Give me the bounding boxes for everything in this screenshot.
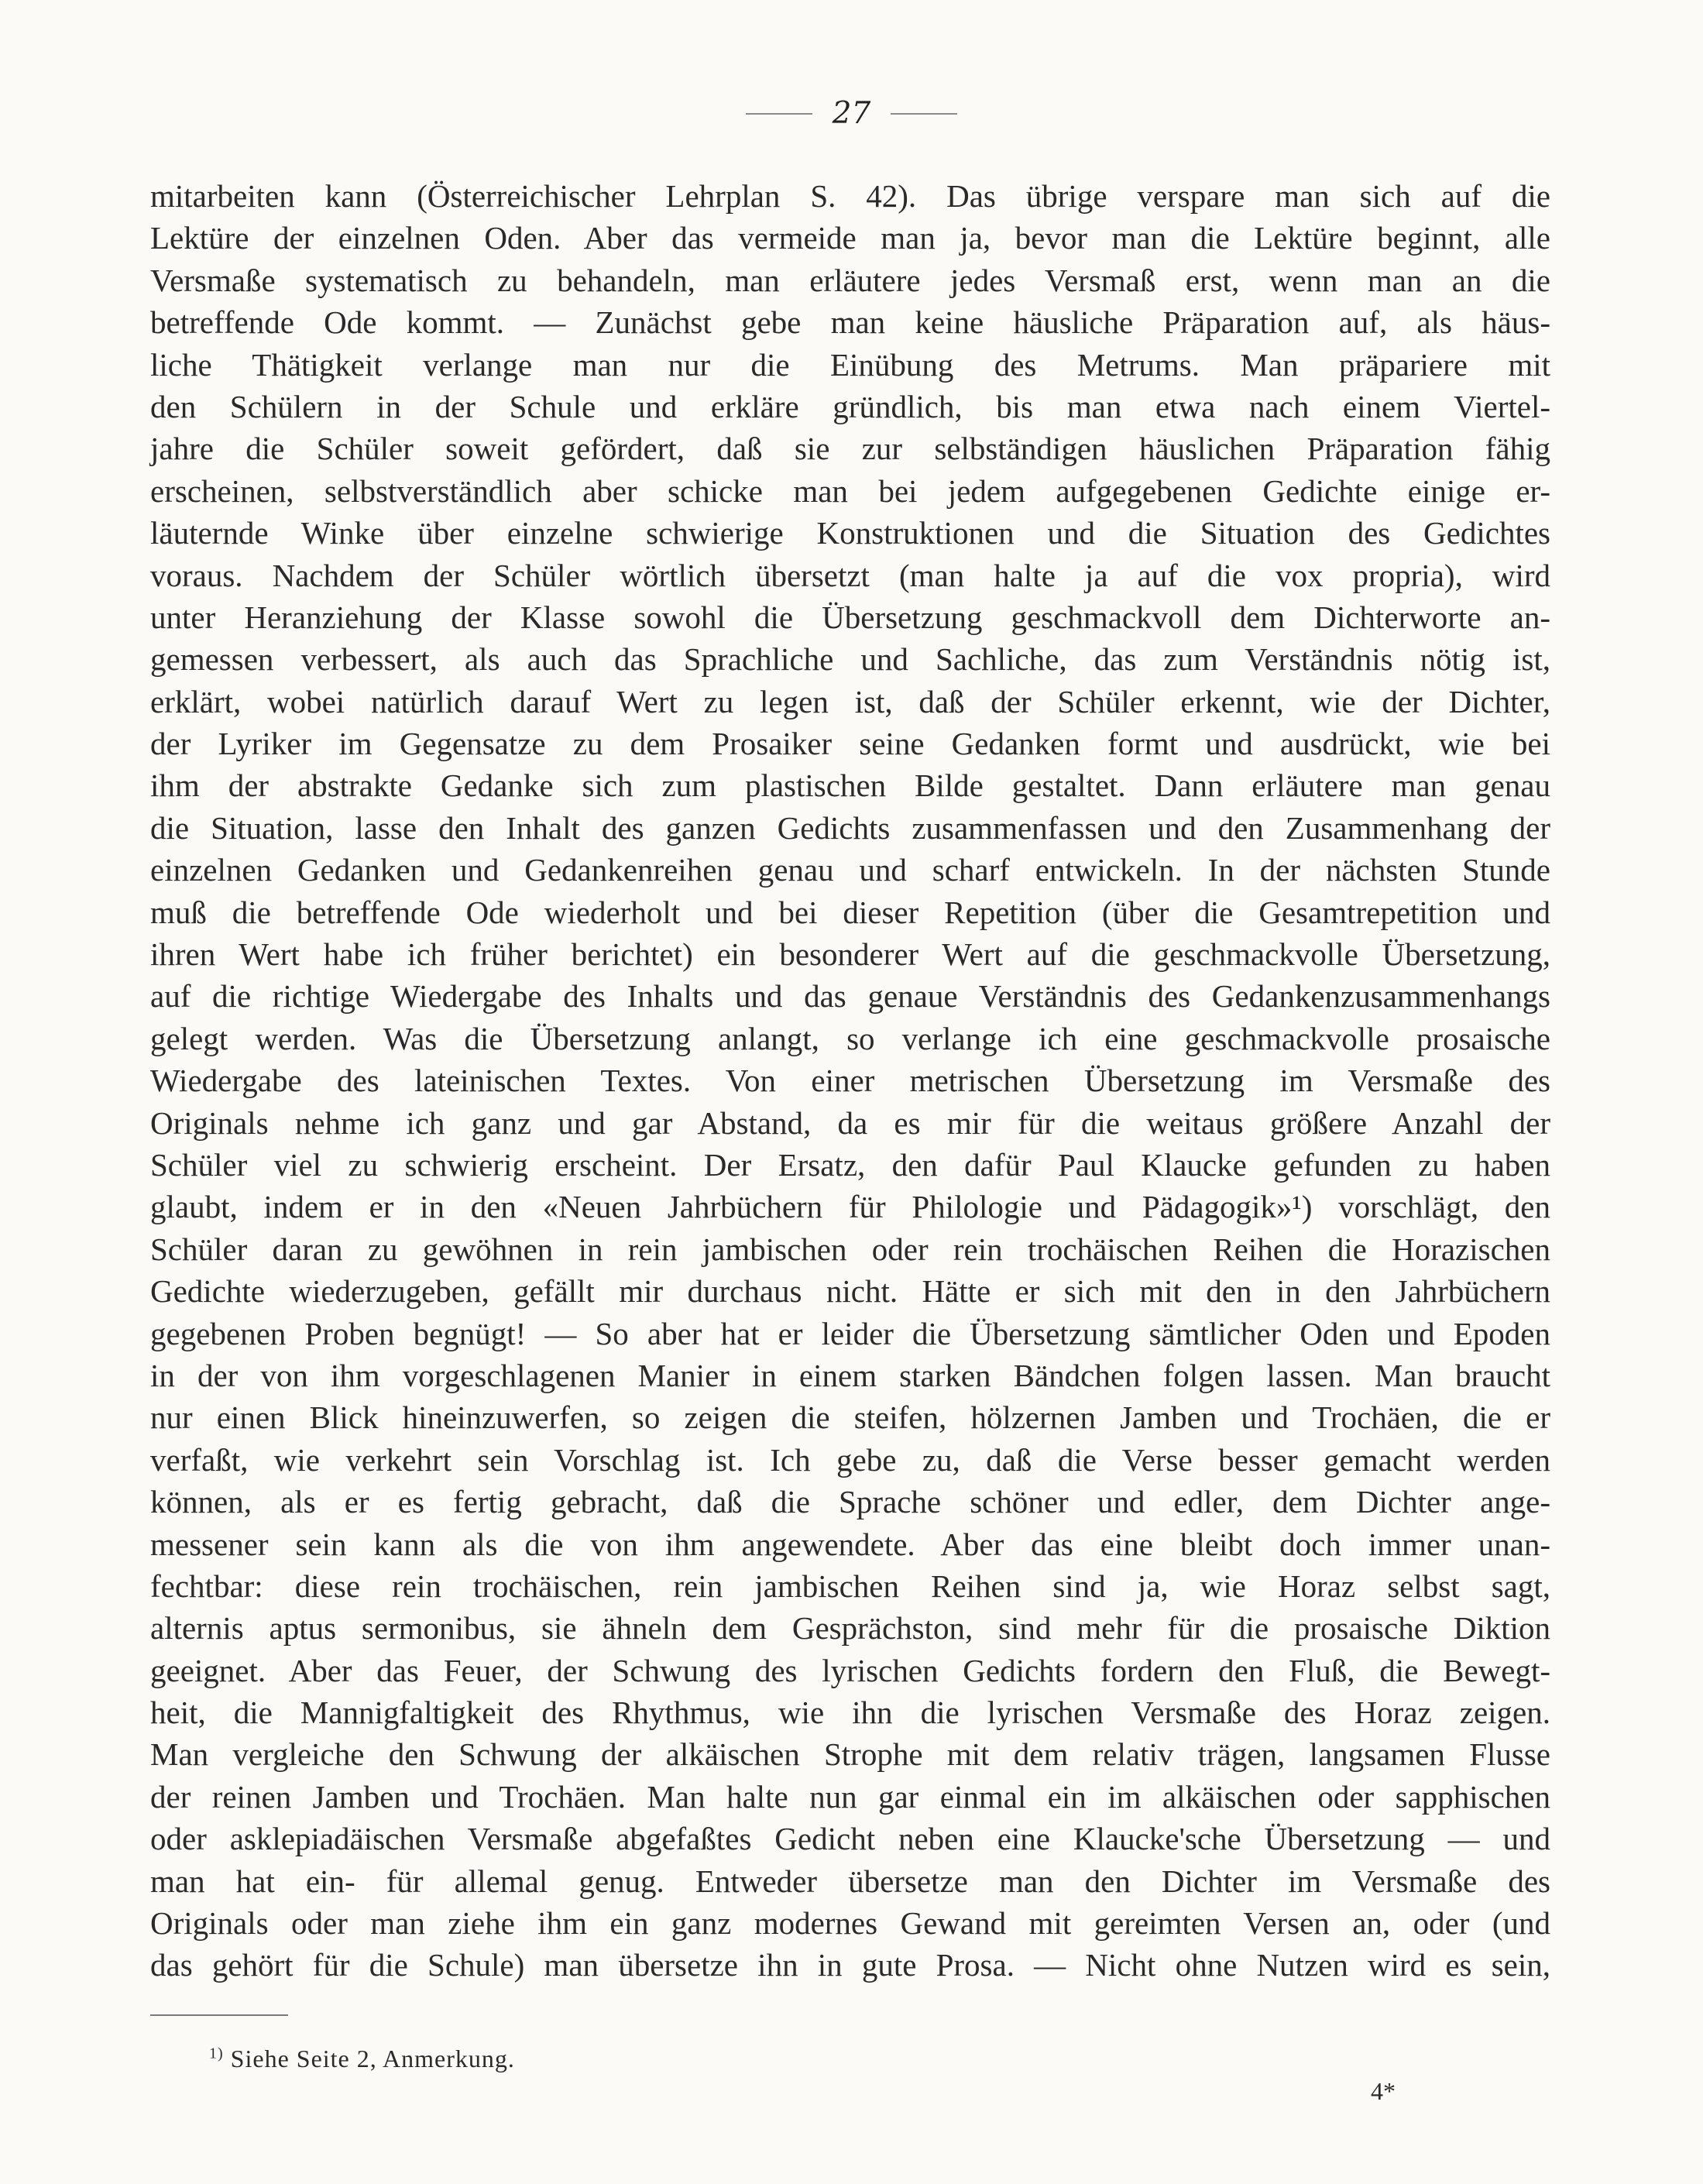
text-line: muß die betreffende Ode wiederholt und bei dieser Repetition (über die Gesamtrepetition und	[150, 894, 1550, 930]
text-line: Lektüre der einzelnen Oden. Aber das vermeide man ja, bevor man die Lektüre beginnt, alle	[150, 220, 1550, 256]
text-line: voraus. Nachdem der Schüler wörtlich übersetzt (man halte ja auf die vox propria), wird	[150, 557, 1550, 593]
text-line: fechtbar: diese rein trochäischen, rein jambischen Reihen sind ja, wie Horaz selbst sagt,	[150, 1568, 1550, 1604]
text-line: gemessen verbessert, als auch das Sprachliche und Sachliche, das zum Verständnis nötig ist,	[150, 641, 1550, 678]
header-rule-left	[746, 113, 812, 115]
footnote-marker: 1)	[209, 2045, 224, 2062]
text-line: läuternde Winke über einzelne schwierige Konstruktionen und die Situation des Gedichtes	[150, 515, 1550, 551]
text-line: in der von ihm vorgeschlagenen Manier in einem starken Bändchen folgen lassen. Man braucht	[150, 1357, 1550, 1393]
text-line: unter Heranziehung der Klasse sowohl die Übersetzung geschmackvoll dem Dichterworte an-	[150, 599, 1550, 635]
text-line: den Schülern in der Schule und erkläre gründlich, bis man etwa nach einem Viertel-	[150, 388, 1550, 424]
text-line: der reinen Jamben und Trochäen. Man halte nun gar einmal ein im alkäischen oder sapphischen	[150, 1778, 1550, 1815]
signature-mark: 4*	[1371, 2077, 1396, 2105]
text-line: Versmaße systematisch zu behandeln, man erläutere jedes Versmaß erst, wenn man an die	[150, 262, 1550, 298]
text-line: auf die richtige Wiedergabe des Inhalts und das genaue Verständnis des Gedankenzusammenhangs	[150, 978, 1550, 1015]
text-line: Man vergleiche den Schwung der alkäischen Strophe mit dem relativ trägen, langsamen Flusse	[150, 1736, 1550, 1773]
page-header	[0, 96, 1703, 131]
text-line: heit, die Mannigfaltigkeit des Rhythmus, wie ihn die lyrischen Versmaße des Horaz zeigen.	[150, 1695, 1550, 1731]
text-line: ihm der abstrakte Gedanke sich zum plastischen Bilde gestaltet. Dann erläutere man genau	[150, 767, 1550, 804]
text-line: liche Thätigkeit verlange man nur die Einübung des Metrums. Man präpariere mit	[150, 346, 1550, 383]
text-line: erklärt, wobei natürlich darauf Wert zu legen ist, daß der Schüler erkennt, wie der Dichter,	[150, 683, 1550, 719]
page-number: 27	[832, 96, 871, 131]
text-line: Schüler viel zu schwierig erscheint. Der Ersatz, den dafür Paul Klaucke gefunden zu haben	[150, 1146, 1550, 1183]
body-text	[150, 175, 1550, 1987]
text-line: nur einen Blick hineinzuwerfen, so zeigen die steifen, hölzernen Jamben und Trochäen, die er	[150, 1399, 1550, 1436]
text-line: mitarbeiten kann (Österreichischer Lehrplan S. 42). Das übrige verspare man sich auf die	[150, 178, 1550, 214]
text-line: oder asklepiadäischen Versmaße abgefaßtes Gedicht neben eine Klaucke'sche Übersetzung — und	[150, 1821, 1550, 1857]
text-line: betreffende Ode kommt. — Zunächst gebe man keine häusliche Präparation auf, als häus-	[150, 304, 1550, 341]
text-line: Gedichte wiederzugeben, gefällt mir durchaus nicht. Hätte er sich mit den in den Jahrbüchern	[150, 1273, 1550, 1310]
header-rule-right	[891, 113, 957, 115]
text-line: gelegt werden. Was die Übersetzung anlangt, so verlange ich eine geschmackvolle prosaische	[150, 1020, 1550, 1056]
text-line: Originals oder man ziehe ihm ein ganz modernes Gewand mit gereimten Versen an, oder (und	[150, 1905, 1550, 1942]
text-line: jahre die Schüler soweit gefördert, daß sie zur selbständigen häuslichen Präparation fähig	[150, 431, 1550, 467]
text-line: geeignet. Aber das Feuer, der Schwung des lyrischen Gedichts fordern den Fluß, die Bewegt-	[150, 1652, 1550, 1688]
footnote-text: Siehe Seite 2, Anmerkung.	[230, 2045, 515, 2072]
text-line: gegebenen Proben begnügt! — So aber hat er leider die Übersetzung sämtlicher Oden und Epoden	[150, 1315, 1550, 1351]
text-line: der Lyriker im Gegensatze zu dem Prosaiker seine Gedanken formt und ausdrückt, wie bei	[150, 726, 1550, 762]
text-line: ihren Wert habe ich früher berichtet) ein besonderer Wert auf die geschmackvolle Übersetzung,	[150, 936, 1550, 973]
text-line: man hat ein- für allemal genug. Entweder übersetze man den Dichter im Versmaße des	[150, 1863, 1550, 1899]
footnote-rule	[150, 2014, 288, 2016]
text-line: erscheinen, selbstverständlich aber schicke man bei jedem aufgegebenen Gedichte einige er-	[150, 472, 1550, 509]
text-line: alternis aptus sermonibus, sie ähneln dem Gesprächston, sind mehr für die prosaische Diktion	[150, 1610, 1550, 1647]
text-line: glaubt, indem er in den «Neuen Jahrbüchern für Philologie und Pädagogik»¹) vorschlägt, den	[150, 1189, 1550, 1225]
text-line: das gehört für die Schule) man übersetze ihn in gute Prosa. — Nicht ohne Nutzen wird es sein,	[150, 1947, 1550, 1983]
text-line: einzelnen Gedanken und Gedankenreihen genau und scharf entwickeln. In der nächsten Stunde	[150, 852, 1550, 888]
text-line: Originals nehme ich ganz und gar Abstand, da es mir für die weitaus größere Anzahl der	[150, 1104, 1550, 1141]
text-line: Wiedergabe des lateinischen Textes. Von einer metrischen Übersetzung im Versmaße des	[150, 1063, 1550, 1099]
text-line: Schüler daran zu gewöhnen in rein jambischen oder rein trochäischen Reihen die Horazischen	[150, 1231, 1550, 1267]
footnote	[209, 2045, 515, 2073]
text-line: messener sein kann als die von ihm angewendete. Aber das eine bleibt doch immer unan-	[150, 1526, 1550, 1562]
text-line: die Situation, lasse den Inhalt des ganzen Gedichts zusammenfassen und den Zusammenhang der	[150, 809, 1550, 846]
text-line: können, als er es fertig gebracht, daß die Sprache schöner und edler, dem Dichter ange-	[150, 1484, 1550, 1520]
text-line: verfaßt, wie verkehrt sein Vorschlag ist. Ich gebe zu, daß die Verse besser gemacht werden	[150, 1441, 1550, 1478]
